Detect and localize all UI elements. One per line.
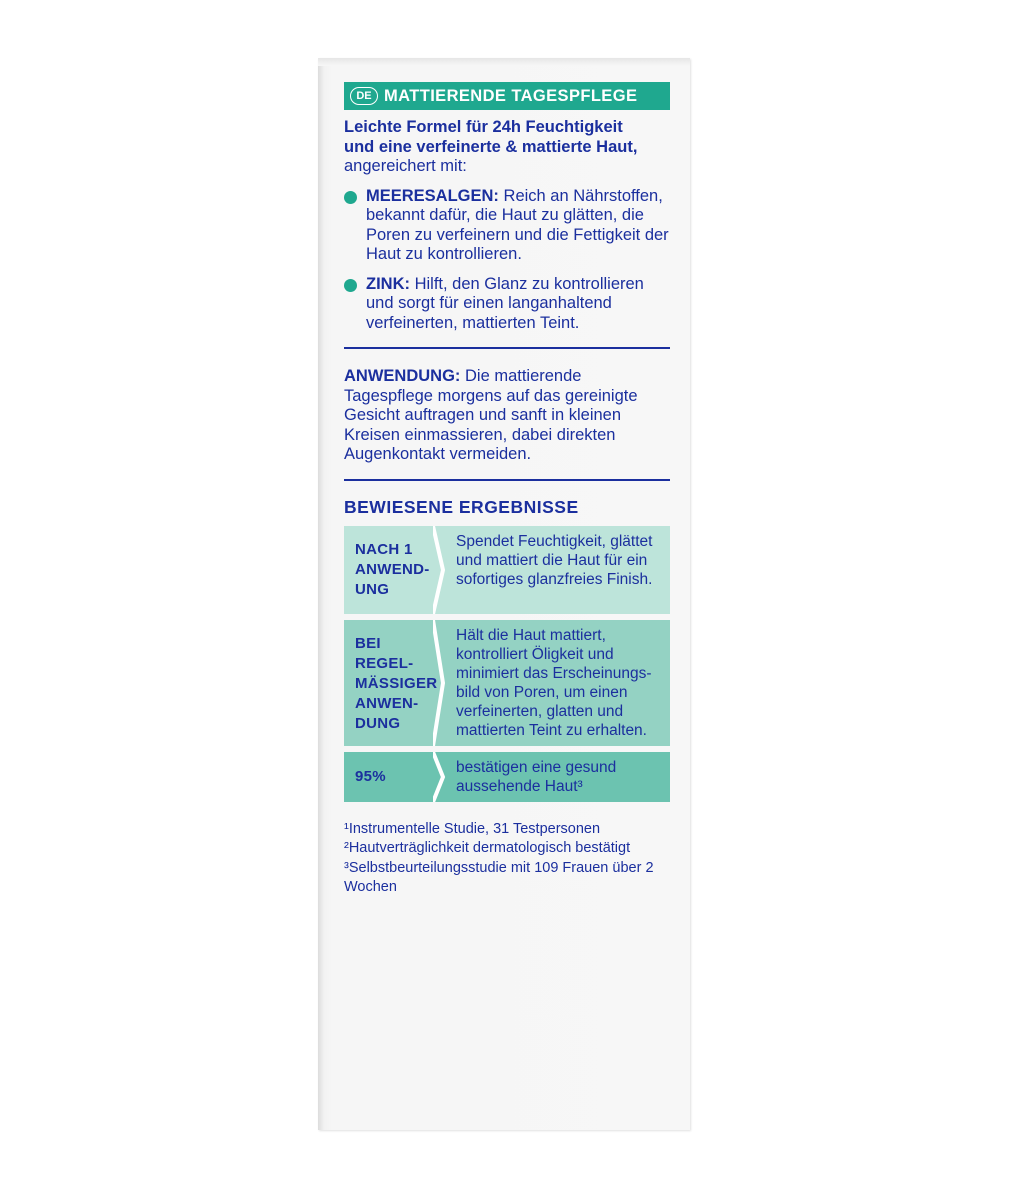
result-text: bestätigen eine gesund aussehende Haut³	[456, 758, 617, 795]
bullet-dot-icon	[344, 279, 357, 292]
results-table	[344, 526, 670, 802]
ingredient-name: ZINK:	[366, 274, 410, 293]
usage-text: Die mattierende Tagespflege morgens auf das gereinigte Gesicht auftragen und sanft in kleinen Kreisen einmassieren, dabei direkten Augenkontakt vermeiden.	[344, 367, 638, 463]
result-row	[344, 620, 670, 746]
result-label-line: MÄSSIGER	[355, 674, 438, 692]
label-content	[344, 82, 670, 898]
intro-bold-line2: und eine verfeinerte & mattierte Haut,	[344, 137, 638, 156]
ingredient-item	[344, 187, 670, 265]
footnote: ¹Instrumentelle Studie, 31 Testpersonen	[344, 820, 601, 837]
result-label-line: DUNG	[355, 714, 401, 732]
intro-text	[344, 118, 670, 177]
result-label	[344, 526, 438, 614]
chevron-divider-icon	[433, 752, 449, 802]
footnote: ³Selbstbeurteilungsstudie mit 109 Frauen über 2 Wochen	[344, 859, 654, 895]
package-top-edge	[318, 58, 690, 66]
divider	[344, 347, 670, 349]
result-label-line: NACH 1	[355, 540, 413, 558]
usage-instructions	[344, 367, 670, 465]
ingredient-name: MEERESALGEN:	[366, 186, 499, 205]
result-label-line: UNG	[355, 580, 390, 598]
result-label-line: ANWEND-	[355, 560, 430, 578]
result-label-line: BEI	[355, 634, 381, 652]
ingredient-text: Reich an Nährstoffen, bekannt dafür, die Haut zu glätten, die Poren zu verfeinern und die Fettigkeit der Haut zu kontrollieren.	[366, 186, 669, 263]
ingredient-item	[344, 275, 670, 334]
result-text: Spendet Feuchtigkeit, glättet und mattiert die Haut für ein sofortiges glanzfreies Finish.	[456, 532, 653, 588]
result-row	[344, 752, 670, 802]
chevron-divider-icon	[433, 620, 449, 746]
result-label-line: ANWEN-	[355, 694, 419, 712]
result-label	[344, 752, 438, 802]
divider	[344, 479, 670, 481]
ingredient-list	[344, 187, 670, 334]
result-text: Hält die Haut mattiert, kontrolliert Öligkeit und minimiert das Erscheinungs-bild von Poren, um einen verfeinerten, glatten und mattierten Teint zu erhalten.	[456, 626, 652, 739]
product-title-badge	[344, 82, 670, 110]
result-label-line: 95%	[355, 767, 386, 785]
result-label-line: REGEL-	[355, 654, 414, 672]
usage-label: ANWENDUNG:	[344, 367, 461, 385]
footnote: ²Hautverträglichkeit dermatologisch bestätigt	[344, 840, 631, 856]
intro-tail: angereichert mit:	[344, 157, 467, 175]
ingredient-text: Hilft, den Glanz zu kontrollieren und sorgt für einen langanhaltend verfeinerten, mattierten Teint.	[366, 274, 644, 332]
result-row	[344, 526, 670, 614]
footnotes	[344, 820, 670, 898]
product-title: MATTIERENDE TAGESPFLEGE	[384, 86, 638, 105]
intro-bold-line1: Leichte Formel für 24h Feuchtigkeit	[344, 118, 623, 136]
bullet-dot-icon	[344, 191, 357, 204]
result-label	[344, 620, 438, 746]
results-title: BEWIESENE ERGEBNISSE	[344, 496, 579, 517]
chevron-divider-icon	[433, 526, 449, 614]
language-badge: DE	[350, 87, 378, 105]
